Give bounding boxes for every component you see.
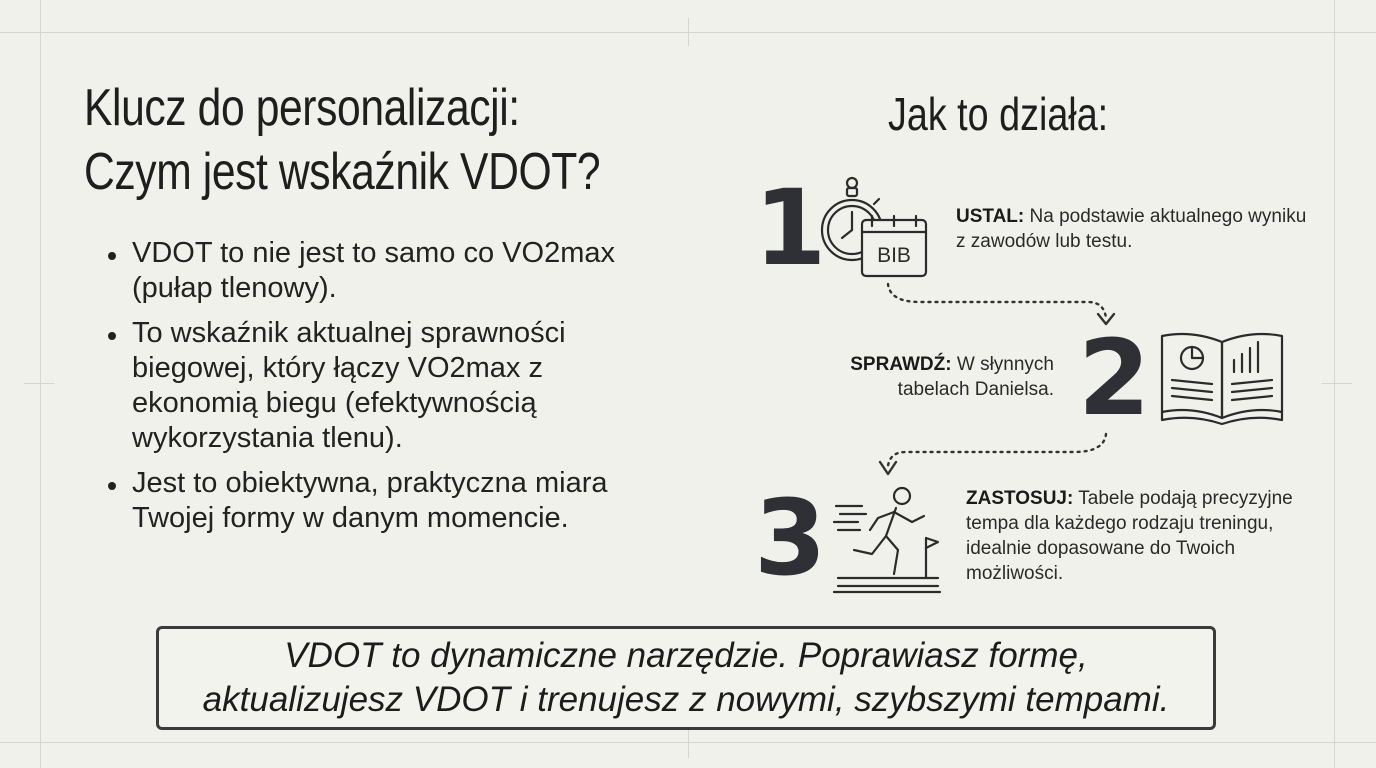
step-3-text [966,486,1316,586]
bib-label: BIB [877,244,911,267]
step-1-description: Na podstawie aktualnego wyniku z zawodów lub testu. [956,206,1307,252]
step-2-text [812,352,1054,402]
connector-arrow-2 [874,430,1114,480]
page-title-line-2: Czym jest wskaźnik VDOT? [84,143,601,201]
summary-box [156,626,1216,730]
frame-tick-bottom [688,730,689,758]
step-2-number: 2 [1078,317,1151,439]
open-book-chart-icon [1158,326,1288,426]
bullet-item: To wskaźnik aktualnej sprawności biegowej, który łączy VO2max z ekonomią biegu (efektywnością wykorzystania tlenu). [106,316,666,456]
stopwatch-bib-icon [816,172,932,282]
step-3-number: 3 [754,477,827,599]
step-1-text [956,204,1316,254]
summary-line-1: VDOT to dynamiczne narzędzie. Poprawiasz formę, [284,636,1088,675]
step-2-label: SPRAWDŹ: [850,354,952,375]
bullet-item: Jest to obiektywna, praktyczna miara Twojej formy w danym momencie. [106,466,666,536]
runner-icon [832,482,944,594]
frame-tick-left [24,383,54,384]
how-it-works-title: Jak to działa: [888,88,1109,140]
frame-line-right [1334,0,1335,768]
step-1-label: USTAL: [956,206,1025,227]
frame-tick-right [1322,383,1352,384]
page-title-line-1: Klucz do personalizacji: [84,79,520,137]
summary-line-2: aktualizujesz VDOT i trenujesz z nowymi, szybszymi tempami. [202,680,1170,719]
frame-line-left [40,0,41,768]
bullet-item: VDOT to nie jest to samo co VO2max (pułap tlenowy). [106,236,666,306]
step-3-description: Tabele podają precyzyjne tempa dla każdego rodzaju treningu, idealnie dopasowane do Twoich możliwości. [966,488,1293,584]
frame-tick-top [688,18,689,46]
step-1-number: 1 [754,167,827,289]
step-3-label: ZASTOSUJ: [966,488,1074,509]
step-2-description: W słynnych tabelach Danielsa. [897,354,1054,400]
bullet-list [106,236,666,546]
page-title [84,76,609,204]
